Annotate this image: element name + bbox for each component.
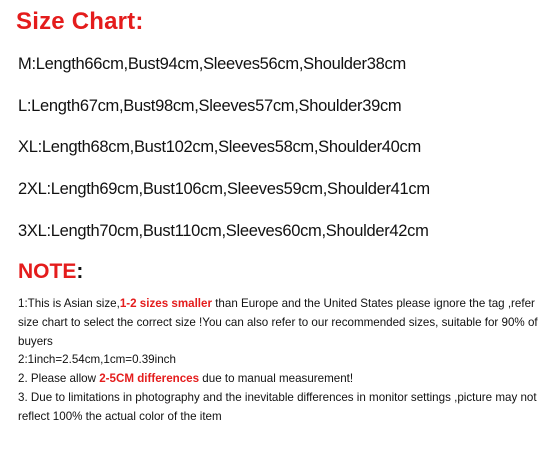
size-row-3xl: 3XL:Length70cm,Bust110cm,Sleeves60cm,Shoulder42cm (18, 222, 429, 240)
note-item-3-highlight: 2-5CM differences (99, 372, 200, 386)
note-heading (18, 260, 83, 284)
note-heading-label: NOTE (18, 260, 77, 283)
note-body (18, 295, 550, 427)
note-heading-colon: : (76, 260, 84, 283)
note-item-3 (18, 370, 550, 389)
note-item-2: 2:1inch=2.54cm,1cm=0.39inch (18, 353, 176, 367)
size-row-2xl: 2XL:Length69cm,Bust106cm,Sleeves59cm,Shoulder41cm (18, 180, 430, 198)
size-row-xl: XL:Length68cm,Bust102cm,Sleeves58cm,Shoulder40cm (18, 138, 421, 156)
note-item-1-suffix: than Europe and the United States please ignore the tag ,refer size chart to select the correct size !You can also refer to our recommended sizes, suitable for 90% of buyers (18, 297, 538, 348)
size-chart-title: Size Chart: (16, 8, 144, 35)
note-item-1-prefix: 1:This is Asian size, (18, 297, 120, 310)
size-row-l: L:Length67cm,Bust98cm,Sleeves57cm,Shoulder39cm (18, 97, 402, 115)
note-item-3-suffix: due to manual measurement! (199, 372, 354, 386)
note-item-1-highlight: 1-2 sizes smaller (119, 297, 212, 310)
note-item-4: 3. Due to limitations in photography and the inevitable differences in monitor settings ,picture may not reflect 100% the actual color of the item (18, 390, 537, 423)
size-row-m: M:Length66cm,Bust94cm,Sleeves56cm,Shoulder38cm (18, 55, 406, 73)
note-item-3-prefix: 2. Please allow (18, 372, 100, 386)
note-item-1 (18, 295, 550, 351)
